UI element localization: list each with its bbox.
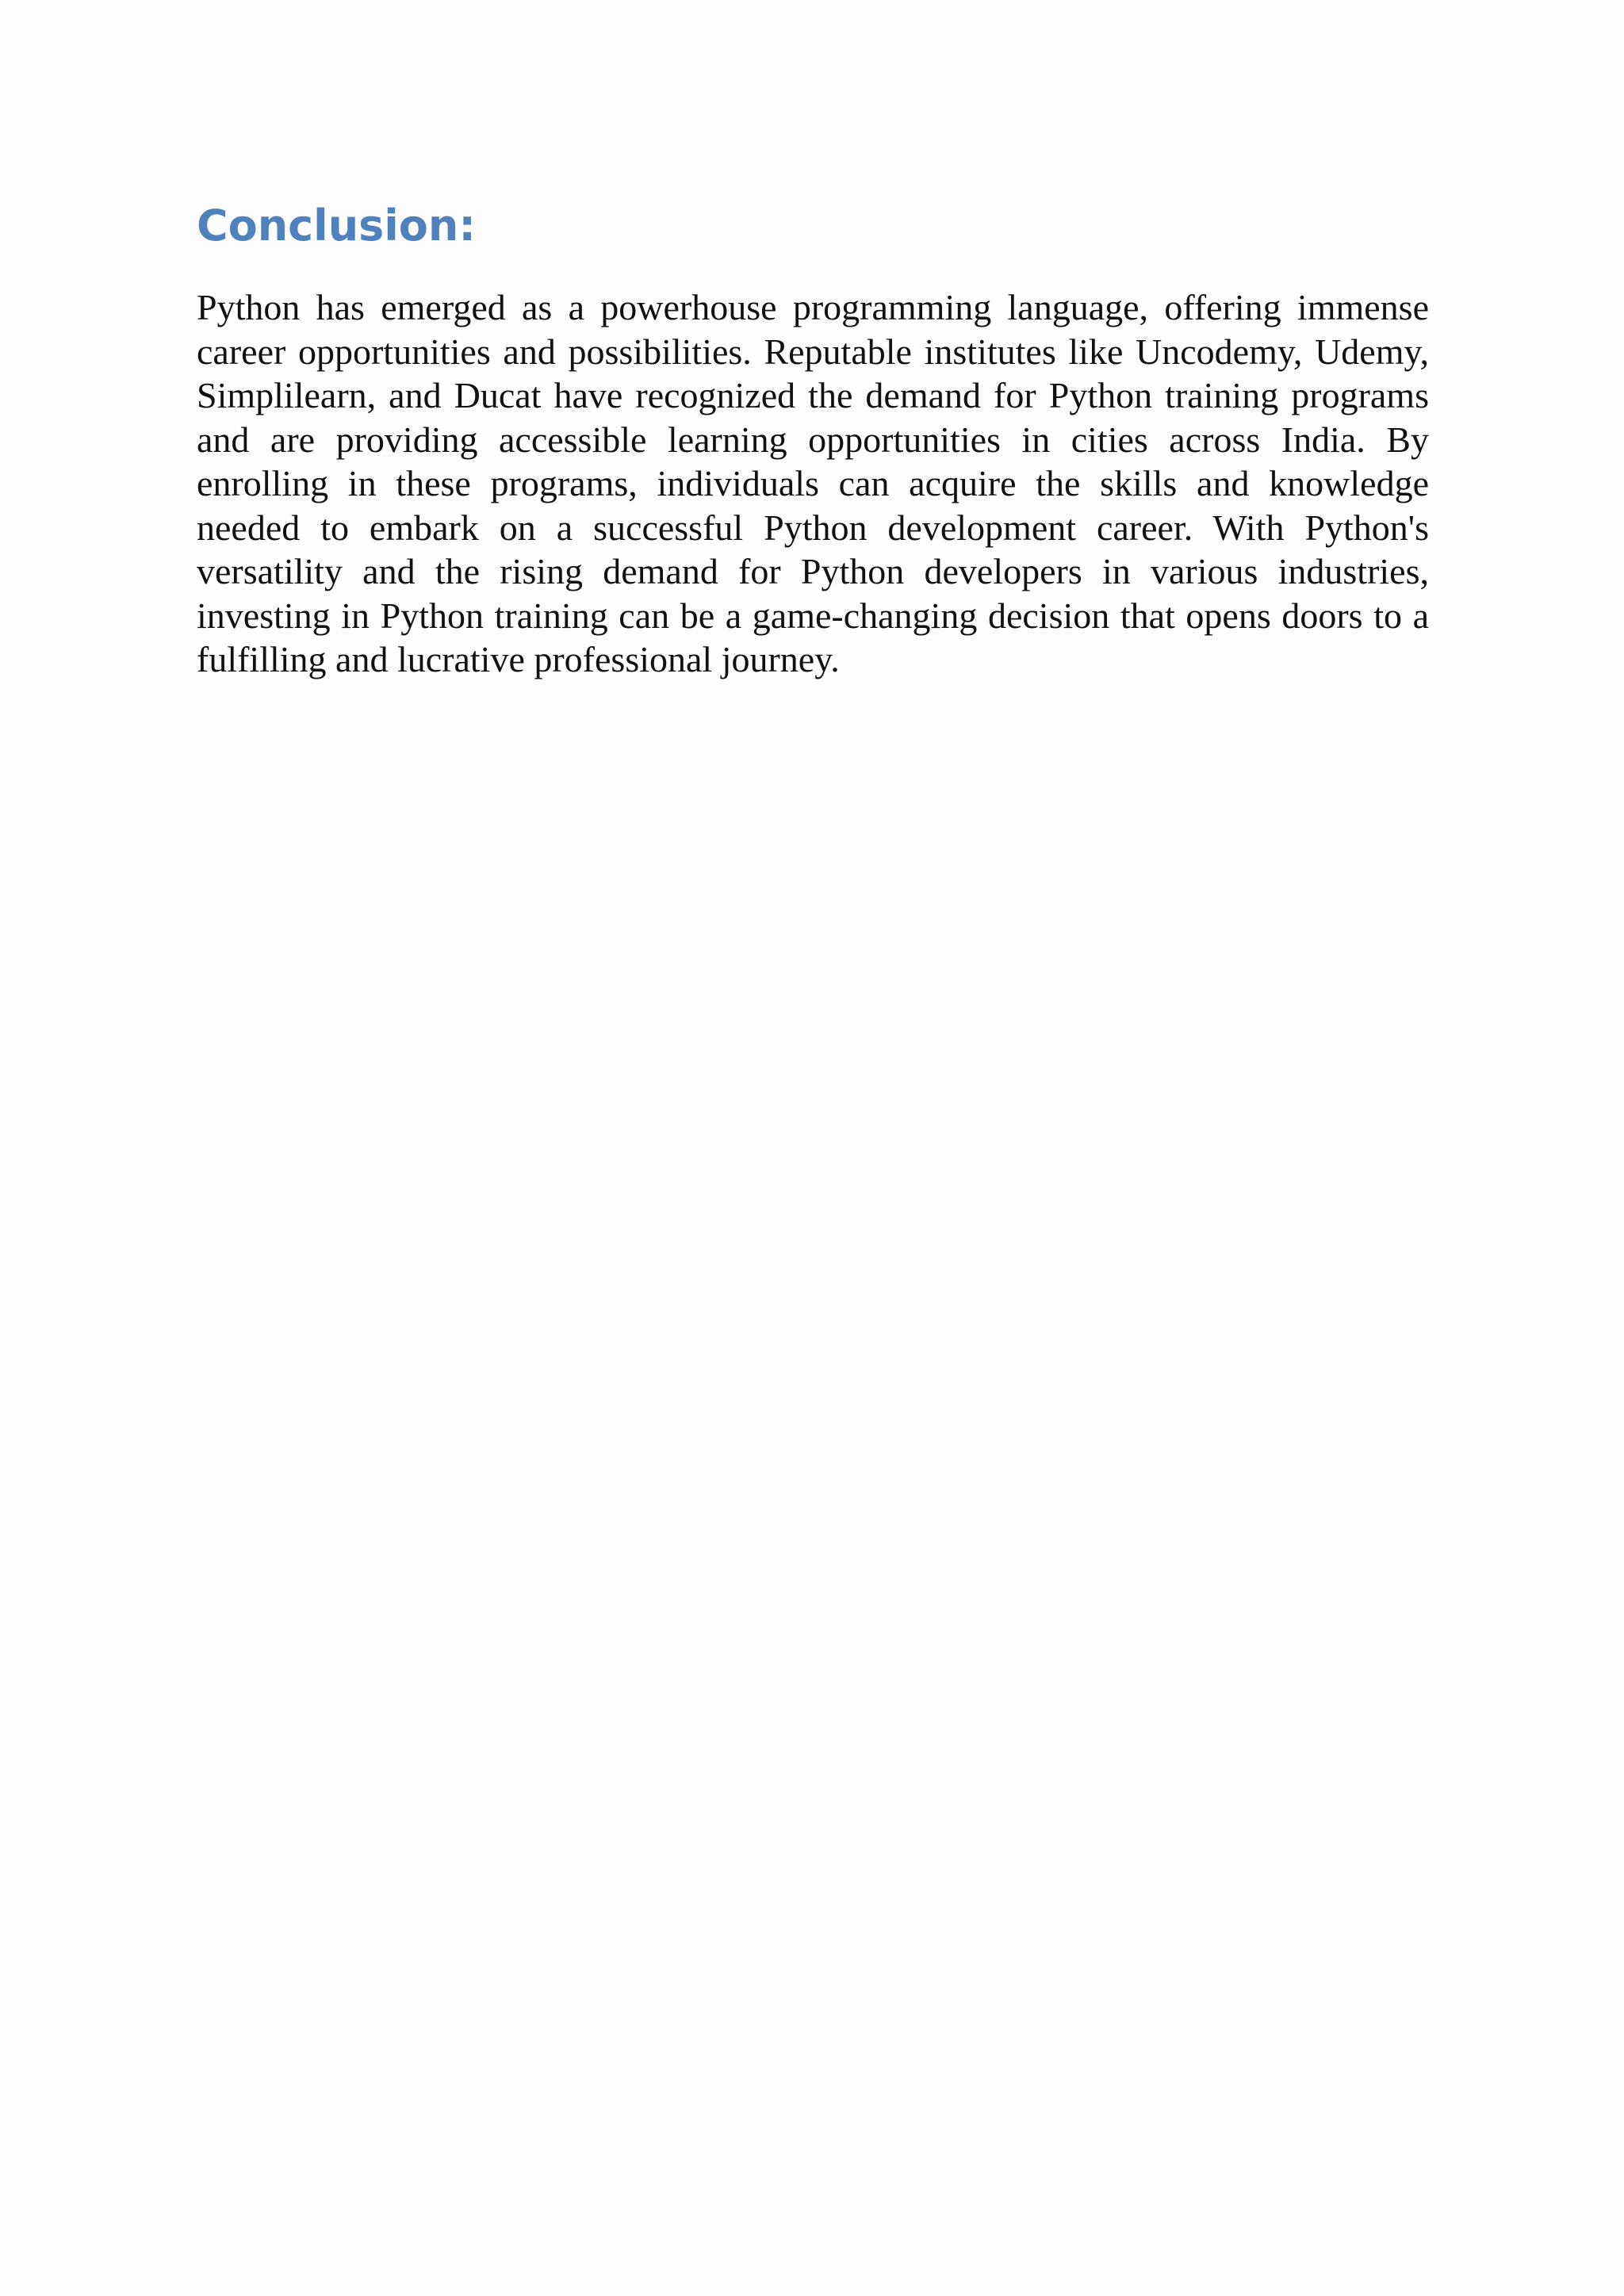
conclusion-section	[197, 197, 1429, 682]
section-heading: Conclusion:	[197, 201, 476, 251]
conclusion-paragraph: Python has emerged as a powerhouse programming language, offering immense career opportunities and possibilities. Reputable institutes like Uncodemy, Udemy, Simplilearn, and Ducat have recognized the demand for Python training programs and are providing accessible learning opportunities in cities across India. By enrolling in these programs, individuals can acquire the skills and knowledge needed to embark on a successful Python development career. With Python's versatility and the rising demand for Python developers in various industries, investing in Python training can be a game-changing decision that opens doors to a fulfilling and lucrative professional journey.	[197, 287, 1429, 679]
